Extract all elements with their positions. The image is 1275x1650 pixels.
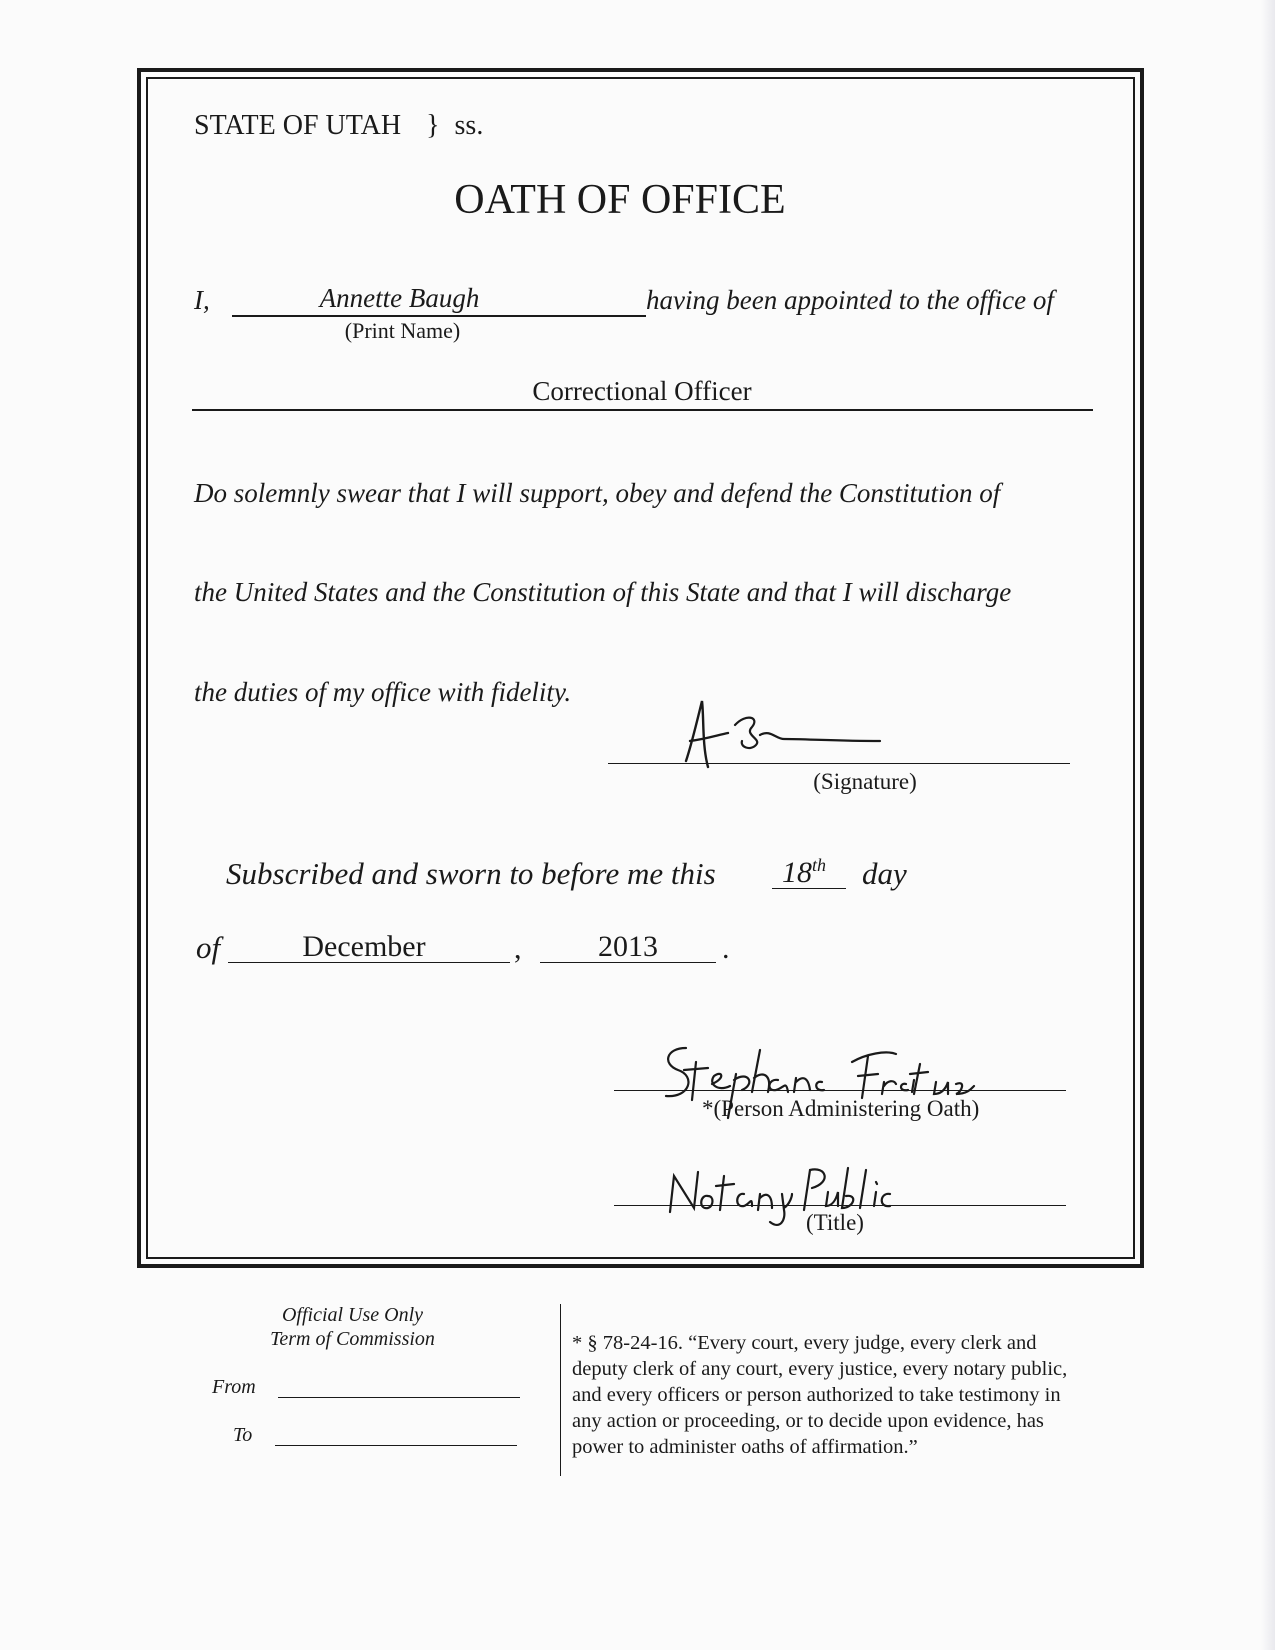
office-underline — [192, 409, 1093, 411]
month-value: December — [302, 930, 426, 963]
name-value: Annette Baugh — [319, 283, 480, 313]
page-title: OATH OF OFFICE — [454, 177, 786, 223]
print-name-label: (Print Name) — [344, 318, 461, 343]
day-suffix: th — [812, 855, 827, 875]
title-underline — [614, 1205, 1066, 1206]
appointed-text: having been appointed to the office of — [646, 285, 1054, 315]
signature-label: (Signature) — [813, 769, 917, 794]
from-field[interactable] — [278, 1397, 520, 1398]
of-word: of — [196, 930, 221, 965]
to-field[interactable] — [275, 1445, 517, 1446]
office-value: Correctional Officer — [532, 376, 752, 406]
title-label: (Title) — [806, 1210, 864, 1235]
footnote-line-3: and every officers or person authorized to take testimony in — [572, 1384, 1061, 1406]
to-label: To — [233, 1424, 253, 1446]
footnote-block — [572, 1330, 1067, 1460]
footnote-line-2: deputy clerk of any court, every justice, every notary public, — [572, 1358, 1068, 1380]
date-comma: , — [514, 932, 522, 965]
administrator-label-group — [702, 1096, 979, 1122]
asterisk-mark: * — [702, 1096, 714, 1121]
state-label: STATE OF UTAH — [194, 110, 402, 141]
administrator-label: (Person Administering Oath) — [713, 1096, 980, 1121]
document-border-inner — [146, 77, 1135, 1259]
footnote-line-4: any action or proceeding, or to decide upon evidence, has — [572, 1410, 1044, 1432]
footnote-line-5: power to administer oaths of affirmation.” — [572, 1436, 918, 1458]
footnote-line-1: * § 78-24-16. “Every court, every judge, every clerk and — [572, 1332, 1037, 1354]
i-prefix: I, — [194, 285, 210, 315]
day-value-group — [782, 855, 826, 890]
column-divider — [560, 1304, 561, 1476]
brace-symbol: } — [426, 110, 440, 141]
subscribed-text: Subscribed and sworn to before me this — [226, 856, 716, 891]
year-value: 2013 — [598, 930, 658, 963]
from-label: From — [212, 1376, 256, 1398]
official-use-heading: Official Use Only — [281, 1304, 424, 1326]
oath-line-1: Do solemnly swear that I will support, obey and defend the Constitution of — [194, 478, 1001, 508]
oath-line-3: the duties of my office with fidelity. — [194, 677, 572, 707]
name-underline — [232, 315, 646, 317]
day-word: day — [862, 856, 907, 891]
day-value: 18 — [782, 856, 812, 889]
oath-line-2: the United States and the Constitution of this State and that I will discharge — [194, 577, 1012, 607]
ss-label: ss. — [454, 110, 484, 141]
administrator-underline — [614, 1090, 1066, 1091]
state-line — [194, 110, 483, 142]
page-edge-shadow — [1261, 0, 1275, 1650]
date-period: . — [722, 932, 730, 965]
term-of-commission-heading: Term of Commission — [270, 1328, 435, 1350]
signature-underline — [608, 763, 1070, 764]
